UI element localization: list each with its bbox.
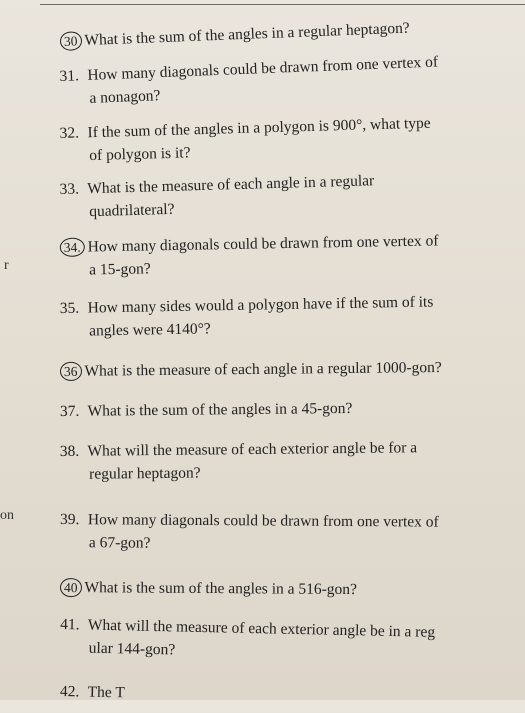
question-number: 41. (60, 616, 80, 634)
question-number-circled: 30 (60, 31, 82, 51)
top-rule (40, 4, 525, 5)
question-text-continued: regular heptagon? (89, 464, 201, 483)
question-37 (60, 395, 522, 423)
question-text-continued: angles were 4140°? (89, 320, 211, 340)
question-text: What is the sum of the angles in a 45-gon? (87, 399, 353, 420)
question-number: 37. (59, 402, 80, 420)
question-36 (60, 355, 522, 383)
question-number: 38. (59, 442, 80, 461)
question-text-continued: a 15-gon? (89, 260, 151, 279)
question-text: How many diagonals could be drawn from one vertex of (87, 511, 439, 531)
question-text: How many diagonals could be drawn from one vertex of (87, 53, 439, 84)
question-text-continued: of polygon is it? (89, 144, 191, 165)
question-32 (59, 109, 522, 168)
margin-fragment: r (4, 258, 9, 273)
question-39 (60, 508, 522, 557)
question-30 (60, 12, 523, 53)
question-number: 31. (59, 67, 80, 86)
question-text: If the sum of the angles in a polygon is 900°, what type (87, 114, 431, 142)
question-text: What is the measure of each angle in a regular (87, 172, 375, 198)
question-text: What will the measure of each exterior angle be for a (87, 439, 418, 460)
question-text-continued: quadrilateral? (89, 200, 175, 221)
question-34 (60, 228, 523, 282)
question-35 (60, 289, 523, 343)
question-number: 33. (59, 180, 80, 199)
question-42 (60, 680, 522, 713)
question-text: What is the sum of the angles in a 516-gon? (84, 579, 358, 599)
question-41 (60, 613, 523, 669)
question-31 (59, 47, 522, 111)
question-text: How many sides would a polygon have if the sum of its (87, 293, 434, 317)
question-number-circled: 40 (60, 578, 82, 597)
question-text: What is the measure of each angle in a regular 1000-gon? (84, 359, 442, 380)
question-text: How many diagonals could be drawn from one vertex of (87, 232, 439, 256)
question-number: 39. (60, 511, 80, 529)
question-text-continued: ular 144-gon? (88, 639, 176, 659)
question-text: What will the measure of each exterior angle be in a reg (87, 616, 436, 641)
question-number: 35. (59, 299, 80, 318)
question-40 (60, 576, 522, 602)
margin-fragment: on (0, 508, 14, 523)
question-text-continued: a nonagon? (89, 87, 161, 107)
question-number: 42. (59, 683, 80, 701)
question-number-circled: 34. (60, 238, 85, 257)
question-text-continued: a 67-gon? (88, 534, 151, 552)
question-number-circled: 36 (60, 362, 82, 381)
question-text: The T (87, 683, 125, 702)
question-text: What is the sum of the angles in a regular heptagon? (84, 19, 410, 50)
question-33 (59, 165, 522, 224)
question-number: 32. (59, 124, 80, 143)
question-38 (60, 435, 522, 486)
